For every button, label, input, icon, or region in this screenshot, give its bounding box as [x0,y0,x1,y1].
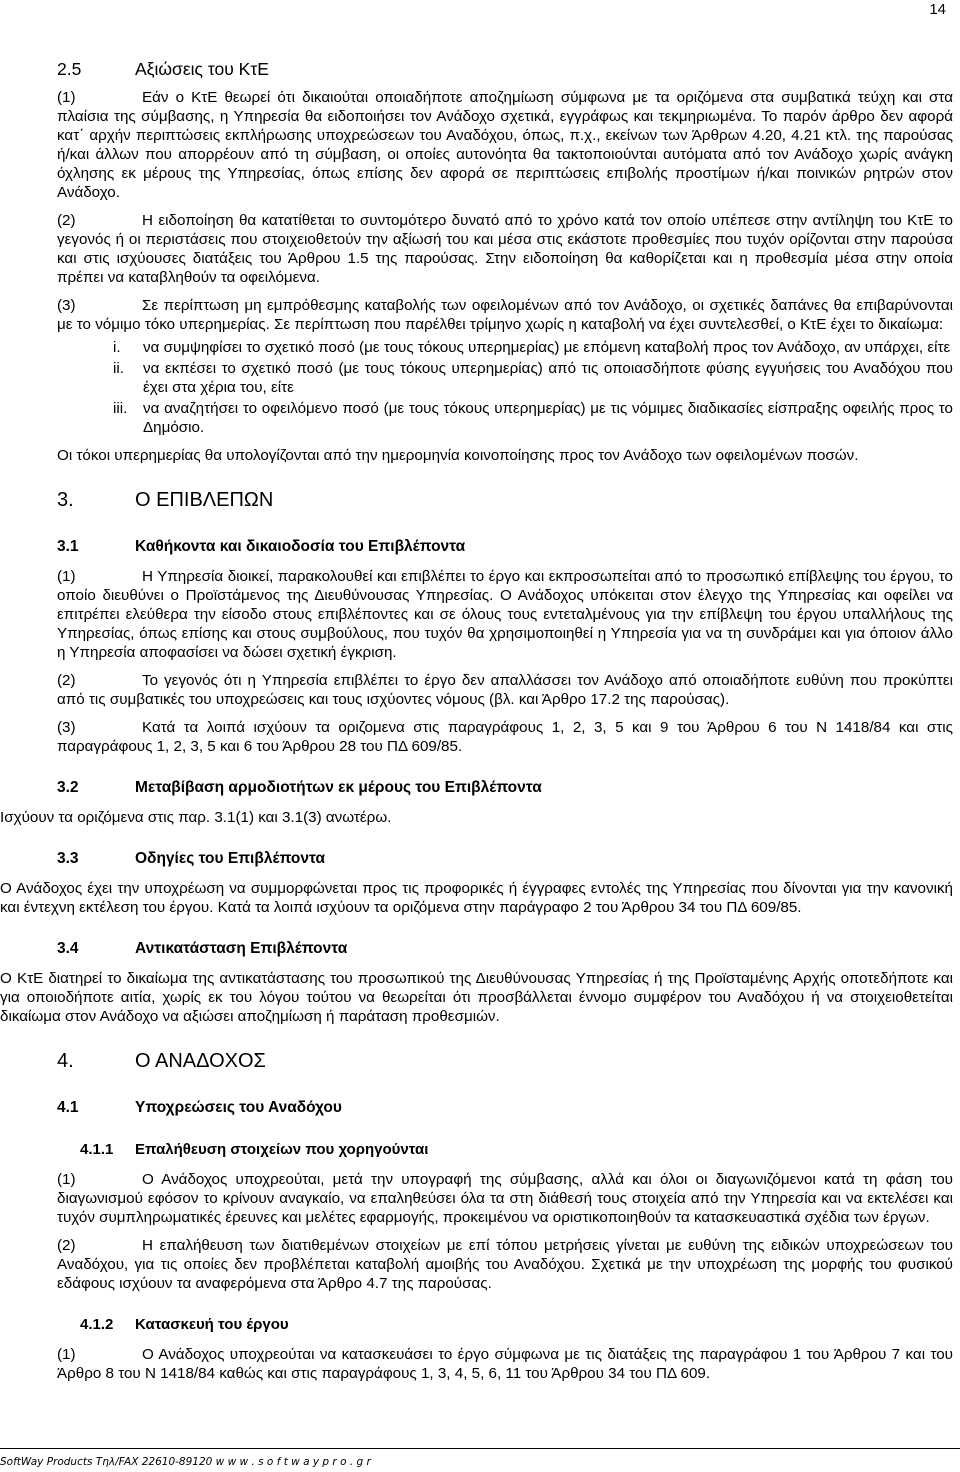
list-item-text: να συμψηφίσει το σχετικό ποσό (με τους τόκους υπερημερίας) με επόμενη καταβολή προς τον Ανάδοχο, αν υπάρχει, είτε [143,339,951,356]
paragraph-text: Ο Ανάδοχος υποχρεούται να κατασκευάσει το έργο σύμφωνα με τις διατάξεις της παραγράφου 1 του Άρθρου 7 και του Άρθρο 8 του Ν 1418/84 καθώς και στις παραγράφους 1, 3, 4, 5, 6, 11 του Άρθρου 34 του ΠΔ 609. [57,1346,953,1382]
page-number: 14 [929,1,946,18]
subsection-heading-4-1-2 [57,1315,953,1335]
paragraph [57,446,953,465]
paragraph-text: Κατά τα λοιπά ισχύουν τα οριζομενα στις παραγράφους 1, 2, 3, 5 και 9 του Άρθρου 6 του Ν 1418/84 και στις παραγράφους 1, 2, 3, 5 και 6 του Άρθρου 28 του ΠΔ 609/85. [57,719,953,755]
subsection-title: Επαλήθευση στοιχείων που χορηγούνται [135,1141,429,1158]
paragraph-text: Ισχύουν τα οριζόμενα στις παρ. 3.1(1) και 3.1(3) ανωτέρω. [0,809,392,826]
subsection-number: 4.1.2 [80,1316,114,1333]
chapter-number: 3. [57,489,74,511]
paragraph-text: Ο ΚτΕ διατηρεί το δικαίωμα της αντικατάστασης του προσωπικού της Διευθύνουσας Υπηρεσίας ή της Προϊσταμένης Αρχής οποτεδήποτε και για οποιοδήποτε αιτία, χωρίς εκ του λόγου τούτου να θεωρείται ότι προσβάλλεται έννομο συμφέρον του Αναδόχου ή να στοιχειοθετείται δικαίωμα στον Ανάδοχο να αξιώσει αποζημίωση ή παράταση προθεσμιών. [0,970,953,1025]
section-heading-3-3 [57,849,953,869]
subsection-heading-4-1-1 [57,1140,953,1160]
paragraph [0,808,953,827]
paragraph-text: Το γεγονός ότι η Υπηρεσία επιβλέπει το έργο δεν απαλλάσσει τον Ανάδοχο από οποιαδήποτε ευθύνη που προκύπτει από τις συμβατικές του υποχρεώσεις και τους ισχύοντες νόμους (βλ. και Άρθρο 17.2 της παρούσας). [57,672,953,708]
paragraph [57,1170,953,1227]
list-item-number: i. [113,339,121,356]
section-title: Μεταβίβαση αρμοδιοτήτων εκ μέρους του Επιβλέποντα [135,779,542,796]
section-heading-3-2 [57,778,953,798]
chapter-heading-3 [57,491,953,513]
list-item [113,359,953,397]
paragraph-number: (1) [57,89,76,106]
paragraph [57,1236,953,1293]
paragraph-text: Η ειδοποίηση θα κατατίθεται το συντομότερο δυνατό από το χρόνο κατά τον οποίο υπέπεσε στην αντίληψη του ΚτΕ το γεγονός ή οι περιστάσεις που στοιχειοθετούν την αξίωσή του και μέσα στις εκάστοτε προθεσμίες που τυχόν ορίζονται στην παρούσα και στις ισχύουσες διατάξεις του Άρθρου 1.5 της παρούσας. Στην ειδοποίηση θα καθορίζεται και η προθεσμία μέσα στην οποία πρέπει να καταβληθούν τα οφειλόμενα. [57,212,953,286]
paragraph-text: Οι τόκοι υπερημερίας θα υπολογίζονται από την ημερομηνία κοινοποίησης προς τον Ανάδοχο των οφειλομένων ποσών. [57,447,859,464]
section-heading-4-1 [57,1098,953,1118]
paragraph-number: (3) [57,297,76,314]
paragraph [57,88,953,202]
document-body [0,59,953,1392]
section-title: Καθήκοντα και δικαιοδοσία του Επιβλέποντα [135,538,466,555]
paragraph [57,718,953,756]
paragraph-number: (1) [57,1171,76,1188]
footer: SoftWay Products Τηλ/FAX 22610-89120 w w w . s o f t w a y p r o . g r [0,1456,371,1468]
list-item-number: iii. [113,400,128,417]
section-heading-2-5 [57,60,953,80]
chapter-heading-4 [57,1052,953,1074]
section-title: Αξιώσεις του ΚτΕ [135,59,269,79]
section-number: 3.2 [57,779,79,796]
paragraph-text: Εάν ο ΚτΕ θεωρεί ότι δικαιούται οποιαδήποτε αποζημίωση σύμφωνα με τα οριζόμενα στα συμβατικά τεύχη και στα πλαίσια της σύμβασης, η Υπηρεσία θα ειδοποιήσει τον Ανάδοχο σχετικά, εγγράφως και τεκμηριωμένα. Το παρόν άρθρο δεν αφορά κατ΄ αρχήν περιπτώσεις εκπλήρωσης υποχρεώσεων του Αναδόχου, όπως, π.χ., εκείνων των Άρθρων 4.20, 4.21 κτλ. της παρούσας ή/και άλλων που απορρέουν από τη σύμβαση, οι οποίες αυτονόητα θα τακτοποιούνται αυτόματα από τον Ανάδοχο χωρίς ανάγκη όχλησης εκ μέρους της Υπηρεσίας, όπως επίσης δεν αφορά σε περιπτώσεις επιβολής προστίμων ή/και ποινικών ρητρών στον Ανάδοχο. [57,89,953,201]
section-number: 3.3 [57,850,79,867]
paragraph [57,567,953,662]
section-number: 3.1 [57,538,79,555]
paragraph-number: (2) [57,1237,76,1254]
paragraph-text: Ο Ανάδοχος υποχρεούται, μετά την υπογραφή της σύμβασης, αλλά και όλοι οι διαγωνιζόμενοι κατά τη φάση του διαγωνισμού εφόσον το κρίνουν αναγκαίο, να επαληθεύσει όλα τα στη διάθεσή τους στοιχεία από την Υπηρεσία και να εκτελέσει και τυχόν συμπληρωματικές έρευνες και μελέτες εφαρμογής, προκειμένου να οριστικοποιηθούν τα κατασκευαστικά σχέδια των έργων. [57,1171,953,1226]
paragraph-number: (2) [57,212,76,229]
section-title: Οδηγίες του Επιβλέποντα [135,850,325,867]
paragraph [57,1345,953,1383]
subsection-title: Κατασκευή του έργου [135,1316,289,1333]
paragraph-number: (1) [57,1346,76,1363]
section-number: 4.1 [57,1099,79,1116]
paragraph-number: (2) [57,672,76,689]
footer-divider [0,1448,960,1449]
chapter-title: Ο ΕΠΙΒΛΕΠΩΝ [135,489,274,511]
section-heading-3-1 [57,537,953,557]
chapter-title: Ο ΑΝΑΔΟΧΟΣ [135,1050,266,1072]
paragraph [0,969,953,1026]
list-item-number: ii. [113,360,124,377]
section-number: 2.5 [57,59,82,79]
paragraph [57,671,953,709]
chapter-number: 4. [57,1050,74,1072]
paragraph-number: (3) [57,719,76,736]
paragraph-text: Σε περίπτωση μη εμπρόθεσμης καταβολής των οφειλομένων από τον Ανάδοχο, οι σχετικές δαπάνες θα επιβαρύνονται με το νόμιμο τόκο υπερημερίας. Σε περίπτωση που παρέλθει τρίμηνο χωρίς η καταβολή να έχει συντελεσθεί, ο ΚτΕ έχει το δικαίωμα: [57,297,953,333]
section-number: 3.4 [57,940,79,957]
list-item [113,399,953,437]
subsection-number: 4.1.1 [80,1141,114,1158]
section-title: Αντικατάσταση Επιβλέποντα [135,940,348,957]
paragraph [0,879,953,917]
paragraph-text: Η Υπηρεσία διοικεί, παρακολουθεί και επιβλέπει το έργο και εκπροσωπείται από το προσωπικό επίβλεψης του έργου, το οποίο διευθύνει ο Προϊστάμενος της Διευθύνουσας Υπηρεσίας. Ο Ανάδοχος υπόκειται στον έλεγχο της Υπηρεσίας και οφείλει να επιτρέπει ελεύθερα την είσοδο στους επιβλέποντες και σε όλους τους εντεταλμένους για την επίβλεψη του έργου υπαλλήλους της Υπηρεσίας, όπως επίσης και στους συμβούλους, που τυχόν θα χρησιμοποιηθεί η Υπηρεσία για να τη συνδράμει και για όποιον άλλο η Υπηρεσία αποφασίσει να δώσει σχετική έγκριση. [57,568,953,661]
paragraph [57,296,953,334]
list-item-text: να αναζητήσει το οφειλόμενο ποσό (με τους τόκους υπερημερίας) με τις νόμιμες διαδικασίες είσπραξης οφειλής προς το Δημόσιο. [143,400,953,436]
list-item-text: να εκπέσει το σχετικό ποσό (με τους τόκους υπερημερίας) από τις οποιασδήποτε φύσης εγγυήσεις του Αναδόχου που έχει στα χέρια του, είτε [143,360,953,396]
section-heading-3-4 [57,939,953,959]
paragraph-text: Η επαλήθευση των διατιθεμένων στοιχείων με επί τόπου μετρήσεις γίνεται με ευθύνη της ειδικών υποχρεώσεων του Αναδόχου, για τις οποίες δεν προβλέπεται καταβολή αμοιβής του Αναδόχου. Σχετικά με την υποχρέωση της μορφής του φυσικού εδάφους ισχύουν τα αναφερόμενα στα Άρθρο 4.7 της παρούσας. [57,1237,953,1292]
list-item [113,338,953,357]
paragraph-number: (1) [57,568,76,585]
section-title: Υποχρεώσεις του Αναδόχου [135,1099,342,1116]
paragraph [57,211,953,287]
paragraph-text: Ο Ανάδοχος έχει την υποχρέωση να συμμορφώνεται προς τις προφορικές ή έγγραφες εντολές της Υπηρεσίας που δίνονται για την κανονική και έντεχνη εκτέλεση του έργου. Κατά τα λοιπά ισχύουν τα οριζόμενα στην παράγραφο 2 του Άρθρου 34 του ΠΔ 609/85. [0,880,953,916]
